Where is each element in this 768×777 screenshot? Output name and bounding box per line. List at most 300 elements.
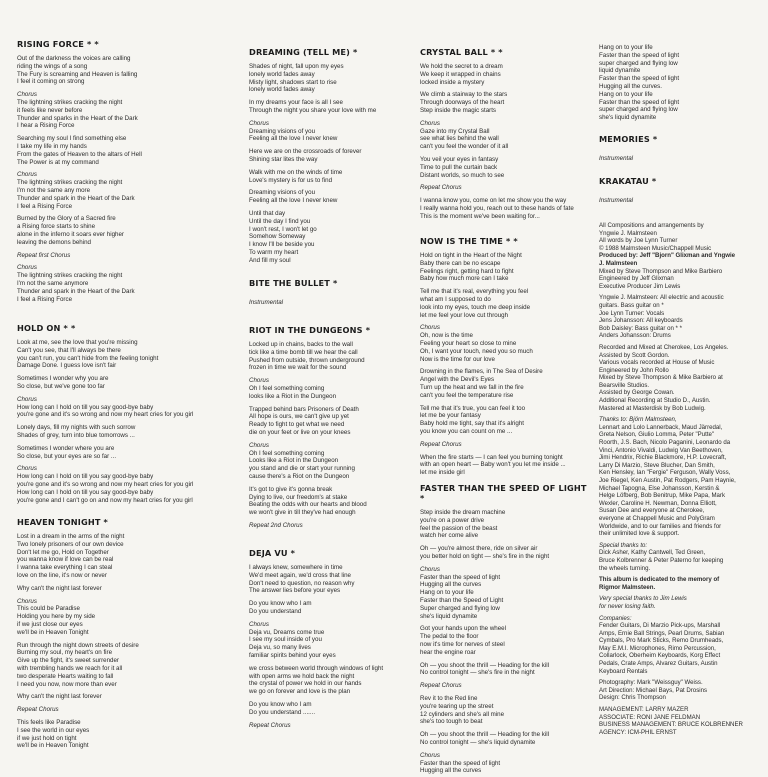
lyric-line: Hugging all the curves xyxy=(420,581,482,589)
lyric-line: Deja vu, so many lives xyxy=(249,644,311,652)
lyric-line: you're tearing up the street xyxy=(420,702,494,710)
song-title: DEJA VU * xyxy=(249,548,296,558)
lyric-line: Step inside the magic starts xyxy=(420,106,497,114)
lyric-line: Thunder and spark in the Heart of the Dark xyxy=(17,194,135,202)
credit-line: Thanks to: Björn Malmsteen, xyxy=(599,416,677,424)
section-label: Chorus xyxy=(420,119,440,127)
lyric-line: look into my eyes, touch me deep inside xyxy=(420,303,531,311)
lyric-line: Sometimes I wonder why you are xyxy=(17,375,109,383)
song-title: CRYSTAL BALL * * xyxy=(420,47,503,57)
credit-line: AGENCY: ICM-PHIL ERNST xyxy=(599,728,677,736)
lyric-line: Feelings right, getting hard to fight xyxy=(420,267,514,275)
lyric-line: Angel with the Devil's Eyes xyxy=(420,376,495,384)
lyric-line: The pedal to the floor xyxy=(420,633,479,641)
section-label: Chorus xyxy=(420,751,440,759)
credit-line: All words by Joe Lynn Turner xyxy=(599,237,678,245)
lyric-line: leaving the demons behind xyxy=(17,238,91,246)
lyric-line: watch her come alive xyxy=(420,532,479,540)
lyric-line: Don't let me go, Hold on Together xyxy=(17,548,109,556)
lyric-line: Hang on to your life xyxy=(420,589,474,597)
lyric-line: Feeling all the love I never knew xyxy=(249,135,338,143)
song-title: RISING FORCE * * xyxy=(17,39,99,49)
lyric-line: Why can't the night last forever xyxy=(17,693,102,701)
song-title: DREAMING (TELL ME) * xyxy=(249,47,358,57)
credit-line: Very special thanks to Jim Lewis xyxy=(599,595,687,603)
section-label: Chorus xyxy=(17,395,37,403)
credit-line: Mastered at Masterdisk by Bob Ludwig. xyxy=(599,404,706,412)
lyric-line: I always knew, somewhere in time xyxy=(249,564,343,571)
song-title: KRAKATAU * xyxy=(599,176,657,186)
lyric-line: Oh — you're almost there, ride on silver air xyxy=(420,545,538,553)
credit-line: Executive Producer Jim Lewis xyxy=(599,282,681,290)
lyric-line: From the gates of Heaven to the altars of Hell xyxy=(17,150,142,158)
credit-line: Engineered by Jeff Glixman xyxy=(599,275,674,283)
song-block xyxy=(249,278,337,307)
section-label: Instrumental xyxy=(249,299,284,306)
lyric-line: Faster than the Speed of Light xyxy=(420,596,504,604)
credit-line: Bob Daisley: Bass guitar on * * xyxy=(599,324,682,332)
lyric-line: the crystal of power we hold in our hands xyxy=(249,680,362,688)
credit-line: Fender Guitars, Di Marzio Pick-ups, Marshall xyxy=(599,622,721,630)
lyric-line: looks like a Riot in the Dungeon xyxy=(249,392,337,400)
credit-line: Jens Johansson: All keyboards xyxy=(599,317,683,325)
lyric-line: Burning my soul, my heart's on fire xyxy=(17,649,113,657)
credit-line: May E.M.I. Microphones, Rimo Percussion, xyxy=(599,644,716,652)
song-block xyxy=(17,39,142,303)
lyric-line: I won't rest, I won't let go xyxy=(249,225,317,233)
lyric-line: So close, but we've gone too far xyxy=(17,382,105,390)
credit-line: This album is dedicated to the memory of xyxy=(599,576,720,584)
lyric-line: we cross between world through windows of light xyxy=(249,664,384,672)
section-label: Repeat Chorus xyxy=(420,682,462,690)
lyric-line: Tell me that it's real, everything you feel xyxy=(420,288,529,296)
section-label: Repeat Chorus xyxy=(17,706,59,714)
lyric-line: I take my life in my hands xyxy=(17,142,87,150)
lyric-line: No control tonight — she's fire in the night xyxy=(420,669,535,677)
lyric-line: Burned by the Glory of a Sacred fire xyxy=(17,215,116,223)
lyric-line: Until that day xyxy=(249,209,286,217)
credit-line: Engineered by John Rollo xyxy=(599,366,669,374)
lyric-line: Deja vu, Dreams come true xyxy=(249,628,325,636)
lyric-line: Damage Done. I guess love isn't fair xyxy=(17,362,117,370)
lyric-line: The lightning strikes cracking the night xyxy=(17,179,123,187)
lyric-line: Oh — you shoot the thrill — Heading for the kill xyxy=(420,731,549,739)
lyric-line: Got your hands upon the wheel xyxy=(420,625,506,633)
credit-line: the wheels turning. xyxy=(599,564,651,572)
credit-line: J. Malmsteen xyxy=(599,259,638,267)
song-block xyxy=(420,236,566,477)
lyric-line: Feeling your heart so close to mine xyxy=(420,339,517,347)
credit-line: © 1988 Malmsteen Music/Chappell Music xyxy=(599,244,712,252)
lyric-line: what am I supposed to do xyxy=(420,295,491,303)
lyric-line: Feeling all the love I never knew xyxy=(249,197,338,205)
lyric-line: liquid dynamite xyxy=(599,67,641,75)
credit-line: Design: Chris Thompson xyxy=(599,694,666,702)
lyric-line: super charged and flying low xyxy=(599,106,678,114)
lyric-line: Lonely days, fill my nights with such sorrow xyxy=(17,424,136,432)
lyric-line: with an open heart — Baby won't you let me inside ... xyxy=(420,461,566,469)
lyric-line: lonely world fades away xyxy=(249,86,315,94)
lyric-line: Looks like a Riot in the Dungeon xyxy=(249,457,339,465)
lyric-line: We climb a stairway to the stars xyxy=(420,91,508,99)
lyric-line: Shades of night, fall upon my eyes xyxy=(249,63,344,70)
lyric-line: Faster than the speed of light xyxy=(420,573,501,581)
lyric-line: we'll be in Heaven Tonight xyxy=(17,628,89,636)
lyric-line: Sometimes I wonder where you are xyxy=(17,444,115,452)
credit-line: Joe Riegel, Ken Austin, Pat Rodgers, Pam Haynie, xyxy=(599,477,736,484)
credit-line: Greta Nelson, Giulio Lomma, Peter "Putte" xyxy=(599,431,715,439)
lyric-line: you're gone and it's so wrong and now my heart cries for you girl xyxy=(17,411,194,419)
lyric-line: we'll be in Heaven Tonight xyxy=(17,742,89,750)
credit-line: Amps, Ernie Ball Strings, Pearl Drums, Sabian xyxy=(599,629,725,637)
section-label: Chorus xyxy=(17,597,37,605)
song-block xyxy=(599,44,679,122)
lyric-line: Faster than the speed of light xyxy=(599,75,680,83)
song-title: BITE THE BULLET * xyxy=(249,278,338,288)
lyric-line: When the fire starts — I can feel you burning tonight xyxy=(420,453,563,461)
section-label: Chorus xyxy=(17,465,37,473)
song-block xyxy=(17,323,193,504)
lyric-line: Lost in a dream in the arms of the night xyxy=(17,533,125,540)
lyric-line: Super charged and flying low xyxy=(420,604,500,612)
section-label: Chorus xyxy=(17,171,37,179)
lyric-line: It's got to give it's gonna break xyxy=(249,485,333,493)
section-label: Chorus xyxy=(17,91,37,99)
credit-line: Pedals, Crate Amps, Alvarez Guitars, Austin xyxy=(599,660,718,668)
credit-line: Worldwide, and to our families and friends for xyxy=(599,522,722,530)
lyric-line: Searching my soul I find something else xyxy=(17,135,127,143)
credit-line: Rigmor Malmsteen. xyxy=(599,583,656,591)
lyric-line: I really wanna hold you, reach out to these hands of fate xyxy=(420,204,574,212)
lyric-line: Pushed from outside, thrown underground xyxy=(249,356,365,364)
lyric-line: 12 cylinders and she's all mine xyxy=(420,710,505,718)
lyric-line: Out of the darkness the voices are calling xyxy=(17,55,131,62)
lyric-line: No control tonight — she's liquid dynamite xyxy=(420,738,536,746)
lyric-line: let me be your fantasy xyxy=(420,412,481,420)
lyric-line: Turn up the heat and we fall in the fire xyxy=(420,383,524,391)
lyric-line: Faster than the speed of light xyxy=(599,98,680,106)
lyric-line: I see the world in our eyes xyxy=(17,726,90,734)
song-title: HEAVEN TONIGHT * xyxy=(17,517,108,527)
lyric-line: she's liquid dynamite xyxy=(599,114,657,122)
lyric-line: Drowning in the flames, in The Sea of Desire xyxy=(420,368,543,376)
song-title: MEMORIES * xyxy=(599,134,658,144)
lyric-line: it feels like never before xyxy=(17,106,83,114)
lyric-line: now it's time for nerves of steel xyxy=(420,640,505,648)
lyric-line: she's too tough to beat xyxy=(420,718,483,726)
lyric-line: you wanna know if love can be real xyxy=(17,556,114,564)
lyric-line: super charged and flying low xyxy=(599,59,678,67)
lyric-line: let me feel your love cut through xyxy=(420,311,509,319)
lyric-line: Baby there can be no escape xyxy=(420,259,501,267)
lyric-line: tick like a time bomb till we hear the call xyxy=(249,348,358,356)
section-label: Repeat 2nd Chorus xyxy=(249,521,303,529)
lyric-line: a Rising force starts to shine xyxy=(17,223,96,231)
lyric-line: hear the engine roar xyxy=(420,648,476,656)
credit-line: Dick Asher, Kathy Cantwell, Ted Green, xyxy=(599,549,706,557)
section-label: Chorus xyxy=(420,565,440,573)
credit-line: ASSOCIATE: RONI JANE FELDMAN xyxy=(599,713,701,721)
lyric-line: if we just hold on tight xyxy=(17,734,77,742)
lyric-line: Trapped behind bars Prisoners of Death xyxy=(249,405,359,413)
lyric-line: And fill my soul xyxy=(249,256,291,264)
section-label: Instrumental xyxy=(599,197,634,204)
lyric-line: Run through the night down streets of desire xyxy=(17,641,139,649)
lyric-line: We'd meet again, we'd cross that line xyxy=(249,571,351,579)
lyric-line: All hope is ours, we can't give up yet xyxy=(249,413,349,421)
lyric-line: locked inside a mystery xyxy=(420,78,485,86)
song-block xyxy=(420,483,592,775)
lyric-line: Hugging all the curves. xyxy=(599,82,662,90)
credit-line: Vinci, Antonio Vivaldi, Ludwig Van Beethoven, xyxy=(599,446,723,454)
lyric-line: Why can't the night last forever xyxy=(17,584,102,592)
lyric-line: Oh I feel something coming xyxy=(249,449,325,457)
credit-line: BUSINESS MANAGEMENT: BRUCE KOLBRENNER xyxy=(599,721,743,729)
credit-line: Anders Johansson: Drums xyxy=(599,332,671,340)
song-title: RIOT IN THE DUNGEONS * xyxy=(249,325,371,335)
section-label: Repeat Chorus xyxy=(249,721,291,729)
lyric-line: alone in the inferno it soars ever higher xyxy=(17,230,124,238)
lyric-line: you better hold on tight — she's fire in the night xyxy=(420,552,550,560)
lyric-line: you know you can count on me ... xyxy=(420,427,513,435)
lyric-line: with trembling hands we reach for it all xyxy=(17,664,123,672)
lyric-line: Time to pull the curtain back xyxy=(420,163,498,171)
credit-line: Companies: xyxy=(599,614,632,622)
lyric-line: she's liquid dynamite xyxy=(420,612,478,620)
lyric-line: riding the wings of a song xyxy=(17,62,88,70)
credit-line: Larry Di Marzio, Steve Blucher, Dan Smith, xyxy=(599,461,715,469)
credit-line: Mixed by Steve Thompson and Mike Barbiero xyxy=(599,267,723,275)
lyric-line: love on the line, it's now or never xyxy=(17,571,107,579)
lyric-line: let me inside girl xyxy=(420,469,465,477)
album-credits xyxy=(599,222,764,736)
lyric-line: We keep it wrapped in chains xyxy=(420,70,501,78)
credit-line: Yngwie J. Malmsteen: All electric and acoustic xyxy=(599,294,724,302)
credit-line: Assisted by George Cowan. xyxy=(599,389,675,397)
lyric-line: Do you understand ....... xyxy=(249,708,316,716)
section-label: Repeat first Chorus xyxy=(17,251,71,259)
section-label: Chorus xyxy=(17,264,37,272)
lyric-line: we go on forever and love is the plan xyxy=(249,688,351,696)
lyric-line: Give up the fight, it's sweet surrender xyxy=(17,657,119,665)
credit-line: Lennart and Lolo Lannerback, Maud Järredal, xyxy=(599,423,723,431)
lyric-line: Shining star lites the way xyxy=(249,155,318,163)
lyric-line: Ready to fight to get what we need xyxy=(249,421,345,429)
credit-line: MANAGEMENT: LARRY MAZER xyxy=(599,706,689,714)
lyric-line: Hang on to your life xyxy=(599,90,653,98)
credit-line: Photography: Mark "Weissguy" Weiss. xyxy=(599,679,703,687)
credit-line: everyone at Chappell Music and PolyGram xyxy=(599,514,715,522)
lyric-line: I wanna take everything I can steal xyxy=(17,564,113,572)
lyric-line: This could be Paradise xyxy=(17,605,80,613)
lyric-line: Faster than the speed of light xyxy=(599,51,680,59)
lyric-line: we won't give in till they've had enough xyxy=(249,509,356,517)
lyric-line: Gaze into my Crystal Ball xyxy=(420,127,490,135)
lyric-line: you stand and die or start your running xyxy=(249,465,355,473)
section-label: Instrumental xyxy=(599,155,634,162)
lyric-line: I'm not the same anymore xyxy=(17,279,89,287)
credit-line: Assisted by Scott Gordon. xyxy=(599,351,670,359)
lyric-line: die on your feet or live on your knees xyxy=(249,428,351,436)
lyric-line: Through the night you share your love with me xyxy=(249,106,377,114)
lyric-line: How long can I hold on till you say good-bye baby xyxy=(17,488,154,496)
lyric-line: familiar spirits behind your eyes xyxy=(249,651,336,659)
lyric-line: Misty light, shadows start to rise xyxy=(249,78,337,86)
song-title: FASTER THAN THE SPEED OF LIGHT * xyxy=(420,483,587,503)
lyric-line: Tell me that it's true, you can feel it too xyxy=(420,404,526,412)
lyric-line: Dreaming visions of you xyxy=(249,189,316,197)
lyric-line: Do you understand xyxy=(249,607,302,615)
lyric-line: Love's mystery is for us to find xyxy=(249,176,333,184)
lyric-line: Rev it to the Red line xyxy=(420,694,478,702)
lyric-line: two desperate Hearts waiting to fall xyxy=(17,672,114,680)
credit-line: Helge Löfberg, Bob Benitrup, Mike Papa, Mark xyxy=(599,492,726,500)
lyric-line: Can't you see, that I'll always be there xyxy=(17,346,121,354)
credit-line: Additional Recording at Studio D., Austin. xyxy=(599,397,711,405)
lyric-line: Walk with me on the winds of time xyxy=(249,168,343,176)
lyric-line: lonely world fades away xyxy=(249,70,315,78)
song-block xyxy=(249,548,383,729)
lyric-line: Baby how much more can I take xyxy=(420,275,509,283)
credit-line: their unlimited love & support. xyxy=(599,530,680,538)
lyric-line: can't you feel the temperature rise xyxy=(420,391,514,399)
lyric-line: You veil your eyes in fantasy xyxy=(420,155,499,163)
lyric-line: Hang on to your life xyxy=(599,44,653,51)
lyric-line: I hear a Rising Force xyxy=(17,122,75,130)
lyric-line: Somehow Someway xyxy=(249,233,306,241)
song-block xyxy=(599,176,656,205)
lyric-line: Do you know who I am xyxy=(249,700,312,708)
lyric-line: you're gone and I can't go on and now my heart cries for you girl xyxy=(17,496,193,504)
lyric-line: Step inside the dream machine xyxy=(420,509,506,516)
lyric-line: I wanna know you, come on let me show you the way xyxy=(420,197,567,205)
credit-line: Special thanks to: xyxy=(599,541,648,549)
lyric-line: The Power is at my command xyxy=(17,158,99,166)
lyric-line: can't you feel the wonder of it all xyxy=(420,143,509,151)
lyric-line: How long can I hold on till you say good-bye baby xyxy=(17,403,154,411)
lyric-line: Don't need to question, no reason why xyxy=(249,579,355,587)
lyric-line: Here we are on the crossroads of forever xyxy=(249,148,362,156)
lyric-line: if we just close our eyes xyxy=(17,620,83,628)
lyric-line: I need you now, now more than ever xyxy=(17,680,117,688)
credit-line: Keyboard Rentals xyxy=(599,667,648,675)
lyric-line: The lightning strikes cracking the night xyxy=(17,98,123,106)
credit-line: Roorth, J.S. Bach, Nicolo Paganini, Leonardo da xyxy=(599,439,731,447)
lyric-line: Dreaming visions of you xyxy=(249,127,316,135)
credit-line: for never losing faith. xyxy=(599,602,656,610)
lyric-line: This is the moment we've been waiting for... xyxy=(420,212,540,220)
section-label: Repeat Chorus xyxy=(420,440,462,448)
credit-line: Joe Lynn Turner: Vocals xyxy=(599,309,665,317)
credit-line: Collarlock, Oberheim Keyboards, Korg Effect xyxy=(599,652,721,660)
lyric-line: The answer lies before your eyes xyxy=(249,587,341,595)
credit-line: guitars. Bass guitar on * xyxy=(599,301,664,309)
lyric-line: To warm my heart xyxy=(249,248,299,256)
credit-line: Mixed by Steve Thompson & Mike Barbiero at xyxy=(599,374,723,382)
section-label: Chorus xyxy=(249,377,269,385)
lyric-line: This feels like Paradise xyxy=(17,718,81,726)
credit-line: Bruce Kolbrenner & Peter Paterno for keeping xyxy=(599,556,724,564)
lyric-line: Beating the odds with our hearts and blood xyxy=(249,501,367,509)
lyric-line: I feel a Rising Force xyxy=(17,295,73,303)
credit-line: Ken Hensley, Ian "Fergie" Ferguson, Wally Voss, xyxy=(599,469,731,477)
song-block xyxy=(17,517,139,750)
lyric-line: I'm not the same any more xyxy=(17,186,91,194)
lyric-line: Baby hold me tight, say that it's alright xyxy=(420,420,525,428)
lyric-line: Oh — you shoot the thrill — Heading for the kill xyxy=(420,661,549,669)
credit-line: All Compositions and arrangements by xyxy=(599,222,704,229)
credit-line: Wexler, Caroline H. Newman, Donna Elliott, xyxy=(599,499,717,507)
lyric-line: Locked up in chains, backs to the wall xyxy=(249,341,353,348)
credit-line: Recorded and Mixed at Cherokee, Los Angeles. xyxy=(599,343,729,351)
lyric-line: Faster than the speed of light xyxy=(420,759,501,767)
lyric-line: The Fury is screaming and Heaven is falling xyxy=(17,70,138,78)
lyric-line: Oh, I want your touch, need you so much xyxy=(420,347,533,355)
lyric-line: I see my soul inside of you xyxy=(249,636,322,644)
lyric-line: feel the passion of the beast xyxy=(420,524,498,532)
section-label: Chorus xyxy=(249,119,269,127)
lyric-line: Do you know who I am xyxy=(249,600,312,608)
song-block xyxy=(420,47,574,221)
section-label: Chorus xyxy=(249,620,269,628)
lyric-line: you can't run, you can't hide from the feeling tonight xyxy=(17,354,159,362)
lyric-line: Holding you here by my side xyxy=(17,613,96,621)
lyric-line: Oh, now is the time xyxy=(420,332,473,340)
credit-line: Susan Dee and everyone at Cherokee, xyxy=(599,507,705,515)
lyric-line: Look at me, see the love that you're missing xyxy=(17,339,138,346)
lyric-line: Through doorways of the heart xyxy=(420,99,505,107)
credit-line: Bearsville Studios. xyxy=(599,381,650,389)
song-title: HOLD ON * * xyxy=(17,323,76,333)
lyric-line: Two lonely prisoners of our own device xyxy=(17,540,124,548)
credit-line: Michael Tapogna, Else Johansson, Kerstin & xyxy=(599,484,720,492)
credit-line: Various vocals recorded at House of Music xyxy=(599,359,715,367)
lyric-line: with open arms we hold back the night xyxy=(249,672,355,680)
lyric-line: you're gone and it's so wrong and now my heart cries for you girl xyxy=(17,480,194,488)
lyric-line: I know I'll be beside you xyxy=(249,241,315,249)
lyric-line: Hold on tight in the Heart of the Night xyxy=(420,252,522,259)
section-label: Chorus xyxy=(420,324,440,332)
lyric-line: We hold the secret to a dream xyxy=(420,63,503,70)
section-label: Repeat Chorus xyxy=(420,184,462,192)
section-label: Chorus xyxy=(249,441,269,449)
credit-line: Jimi Hendrix, Richie Blackmore, H.P. Lovecraft, xyxy=(599,454,727,462)
lyric-line: Dying to live, our freedom's at stake xyxy=(249,493,348,501)
lyric-line: How long can I hold on till you say good-bye baby xyxy=(17,473,154,481)
credit-line: Cymbals, Pro Mark Sticks, Remo Drumheads, xyxy=(599,637,724,645)
lyric-line: The lightning strikes cracking the night xyxy=(17,272,123,280)
lyric-line: Distant worlds, so much to see xyxy=(420,171,505,179)
lyric-line: So close, but your eyes are so far ... xyxy=(17,452,117,460)
lyric-line: you're on a power drive xyxy=(420,516,485,524)
credit-line: Art Direction: Michael Bays, Pat Drosins xyxy=(599,686,708,694)
lyric-line: In my dreams your face is all I see xyxy=(249,99,343,107)
lyric-line: Until the day I find you xyxy=(249,217,311,225)
lyric-line: Oh I feel something coming xyxy=(249,384,325,392)
song-block xyxy=(249,47,376,265)
lyric-line: Hugging all the curves xyxy=(420,767,482,775)
lyric-line: Thunder and spark in the Heart of the Dark xyxy=(17,287,135,295)
lyric-line: I feel it coming on strong xyxy=(17,78,85,86)
lyric-line: Shades of grey, turn into blue tomorrows ... xyxy=(17,431,135,439)
lyric-line: I feel a Rising Force xyxy=(17,202,73,210)
lyric-line: Thunder and sparks in the Heart of the Dark xyxy=(17,114,138,122)
lyric-line: cause there's a Riot on the Dungeon xyxy=(249,472,350,480)
song-block xyxy=(599,134,657,163)
song-title: NOW IS THE TIME * * xyxy=(420,236,518,246)
lyric-line: Now is the time for our love xyxy=(420,355,495,363)
lyric-line: see what lies behind the wall xyxy=(420,135,499,143)
